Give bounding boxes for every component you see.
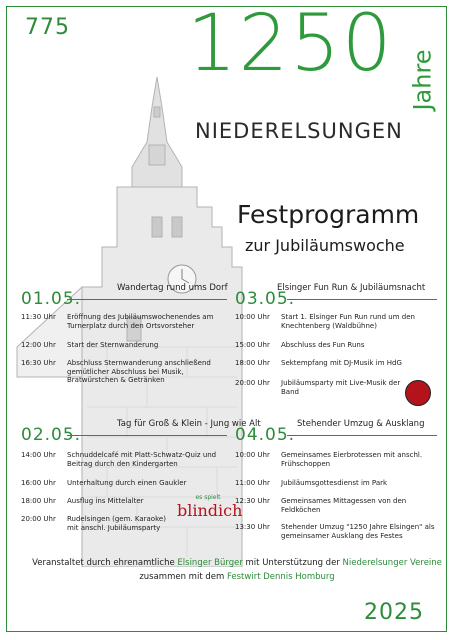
- anniversary-word-wrapper: [408, 25, 438, 135]
- event-time: 10:00 Uhr: [235, 313, 270, 321]
- event-description: Gemeinsames Mittagessen von den Feldköchen: [281, 497, 407, 514]
- day-theme: Tag für Groß & Klein - Jung wie Alt: [117, 419, 261, 429]
- event-description: Eröffnung des Jubiläumswochenendes am Turnerplatz durch den Ortsvorsteher: [67, 313, 214, 330]
- footer-line-1: [27, 556, 447, 570]
- program-subtitle: zur Jubiläumswoche: [245, 236, 405, 255]
- event-description: Jubiläumsgottesdienst im Park: [281, 479, 388, 487]
- day-theme: Elsinger Fun Run & Jubiläumsnacht: [277, 283, 426, 293]
- day-divider: [67, 435, 227, 436]
- event-time: 12:30 Uhr: [235, 497, 270, 505]
- event-time: 20:00 Uhr: [235, 379, 270, 387]
- event-time: 12:00 Uhr: [21, 341, 56, 349]
- program-title: Festprogramm: [237, 200, 420, 229]
- event-description: Sektempfang mit DJ-Musik im HdG: [281, 359, 402, 367]
- village-name: NIEDERELSUNGEN: [195, 119, 403, 143]
- event-description: Ausflug ins Mittelalter: [67, 497, 144, 505]
- sponsor-name: blindich: [177, 501, 243, 520]
- event-time: 11:00 Uhr: [235, 479, 270, 487]
- event-description: Start 1. Elsinger Fun Run rund um den Knechtenberg (Waldbühne): [281, 313, 415, 330]
- event-time: 18:00 Uhr: [21, 497, 56, 505]
- anniversary-word: Jahre: [409, 49, 438, 111]
- event-time: 11:30 Uhr: [21, 313, 56, 321]
- day-date: 01.05.: [21, 289, 82, 309]
- event-time: 10:00 Uhr: [235, 451, 270, 459]
- day-date: 03.05.: [235, 289, 296, 309]
- band-logo-icon: [405, 380, 431, 406]
- event-time: 20:00 Uhr: [21, 515, 56, 523]
- event-time: 16:00 Uhr: [21, 479, 56, 487]
- day-date: 04.05.: [235, 425, 296, 445]
- event-description: Gemeinsames Eierbrotessen mit anschl. Frühschoppen: [281, 451, 423, 468]
- anniversary-number: 1250: [187, 0, 394, 89]
- event-description: Start der Sternwanderung: [67, 341, 159, 349]
- footer-organizer: Niederelsunger Vereine: [342, 558, 442, 568]
- event-year: 2025: [364, 600, 424, 625]
- event-description: Abschluss des Fun Runs: [281, 341, 365, 349]
- event-description: Schnuddelcafé mit Platt-Schwatz-Quiz und Beitrag durch den Kindergarten: [67, 451, 217, 468]
- day-divider: [287, 299, 437, 300]
- footer-text: zusammen mit dem: [139, 572, 227, 582]
- founding-year: 775: [25, 15, 70, 40]
- event-time: 16:30 Uhr: [21, 359, 56, 367]
- poster: [6, 0, 447, 632]
- sponsor-tagline: es spielt: [195, 494, 221, 501]
- sponsor-logo: [177, 494, 243, 520]
- day-divider: [67, 299, 227, 300]
- event-time: 18:00 Uhr: [235, 359, 270, 367]
- event-time: 14:00 Uhr: [21, 451, 56, 459]
- day-date: 02.05.: [21, 425, 82, 445]
- footer-organizers: [27, 556, 447, 584]
- day-theme: Stehender Umzug & Ausklang: [297, 419, 425, 429]
- footer-organizer: Elsinger Bürger: [177, 558, 243, 568]
- day-divider: [287, 435, 437, 436]
- day-theme: Wandertag rund ums Dorf: [117, 283, 228, 293]
- event-description: Jubiläumsparty mit Live-Musik der Band: [281, 379, 401, 396]
- event-description: Stehender Umzug "1250 Jahre Elsingen" als gemeinsamer Ausklang des Festes: [281, 523, 435, 540]
- event-description: Abschluss Sternwanderung anschließend gemütlicher Abschluss bei Musik, Bratwürstchen & Getränken: [67, 359, 211, 384]
- event-description: Unterhaltung durch einen Gaukler: [67, 479, 187, 487]
- footer-text: Veranstaltet durch ehrenamtliche: [32, 558, 178, 568]
- event-time: 15:00 Uhr: [235, 341, 270, 349]
- footer-text: mit Unterstützung der: [242, 558, 343, 568]
- footer-line-2: [27, 570, 447, 584]
- event-time: 13:30 Uhr: [235, 523, 270, 531]
- event-description: Rudelsingen (gem. Karaoke) mit anschl. Jubiläumsparty: [67, 515, 166, 532]
- footer-organizer: Festwirt Dennis Homburg: [226, 572, 335, 582]
